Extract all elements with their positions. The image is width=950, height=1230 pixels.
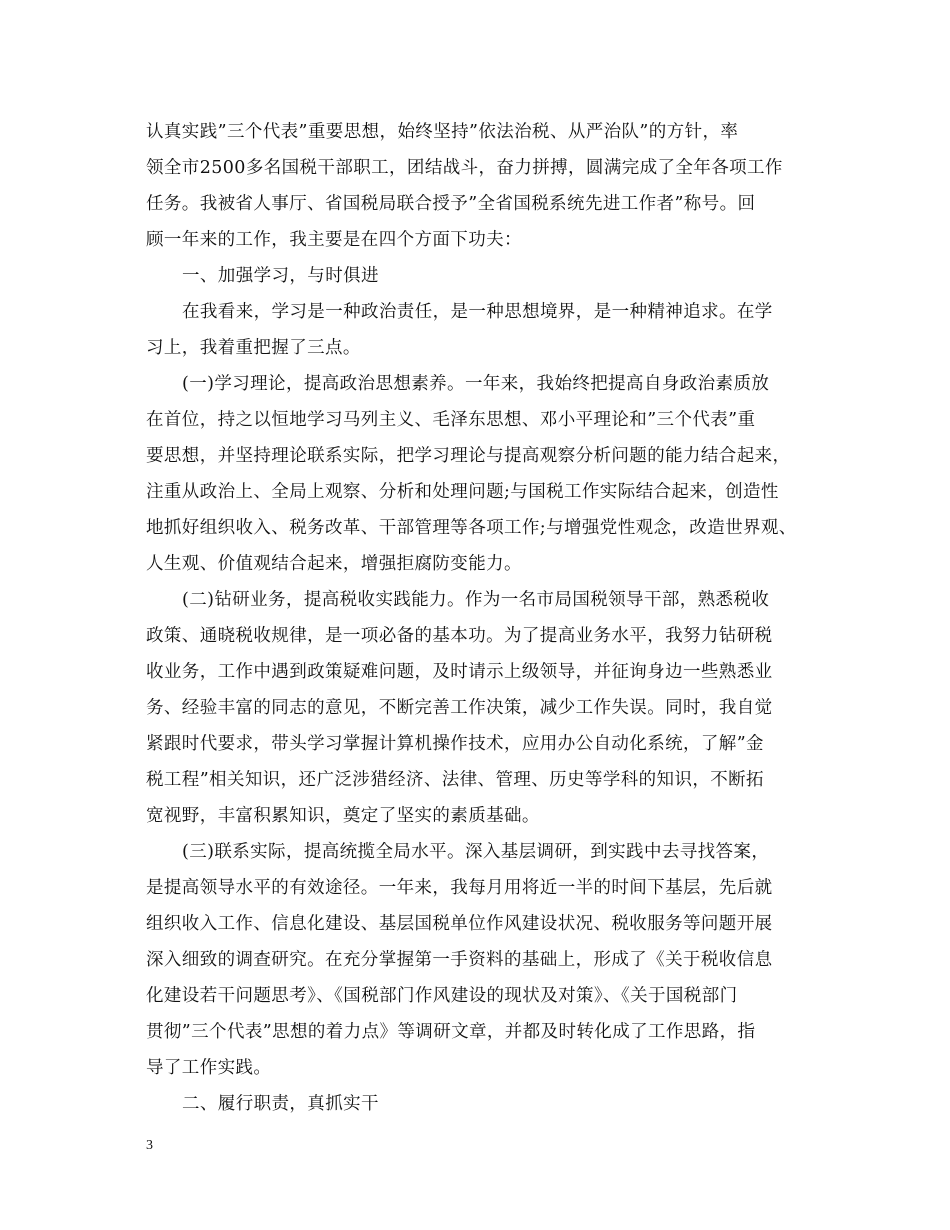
subsection-line: (一)学习理论，提高政治思想素养。一年来，我始终把提高自身政治素质放 <box>182 374 770 394</box>
text-line: 紧跟时代要求，带头学习掌握计算机操作技术，应用办公自动化系统，了解”金 <box>146 734 764 754</box>
text-line: 要思想，并坚持理论联系实际，把学习理论与提高观察分析问题的能力结合起来， <box>146 446 791 466</box>
text-line: 收业务，工作中遇到政策疑难问题，及时请示上级领导，并征询身边一些熟悉业 <box>146 662 773 682</box>
text-line: 地抓好组织收入、税务改革、干部管理等各项工作;与增强党性观念，改造世界观、 <box>146 518 797 538</box>
text-line: 导了工作实践。 <box>146 1058 272 1078</box>
text-line: 组织收入工作、信息化建设、基层国税单位作风建设状况、税收服务等问题开展 <box>146 914 773 934</box>
text-line: 在我看来，学习是一种政治责任，是一种思想境界，是一种精神追求。在学 <box>182 302 773 322</box>
text-line: 人生观、价值观结合起来，增强拒腐防变能力。 <box>146 554 522 574</box>
text-line: 化建设若干问题思考》、《国税部门作风建设的现状及对策》、《关于国税部门 <box>146 986 738 1006</box>
text-line: 在首位，持之以恒地学习马列主义、毛泽东思想、邓小平理论和”三个代表”重 <box>146 410 756 430</box>
text-line: 认真实践”三个代表”重要思想，始终坚持”依法治税、从严治队”的方针，率 <box>146 122 739 142</box>
text-line: 顾一年来的工作，我主要是在四个方面下功夫： <box>146 230 522 250</box>
text-line: 贯彻”三个代表”思想的着力点》等调研文章，并都及时转化成了工作思路，指 <box>146 1022 756 1042</box>
text-line: 领全市2500多名国税干部职工，团结战斗，奋力拼搏，圆满完成了全年各项工作 <box>146 158 783 178</box>
section-heading: 一、加强学习，与时俱进 <box>182 266 379 286</box>
text-line: 税工程”相关知识，还广泛涉猎经济、法律、管理、历史等学科的知识，不断拓 <box>146 770 764 790</box>
text-line: 任务。我被省人事厅、省国税局联合授予”全省国税系统先进工作者”称号。回 <box>146 194 756 214</box>
subsection-line: (二)钻研业务，提高税收实践能力。作为一名市局国税领导干部，熟悉税收 <box>182 590 770 610</box>
text-line: 深入细致的调查研究。在充分掌握第一手资料的基础上，形成了《关于税收信息 <box>146 950 773 970</box>
page-number: 3 <box>146 1138 153 1153</box>
subsection-line: (三)联系实际，提高统揽全局水平。深入基层调研，到实践中去寻找答案， <box>182 842 770 862</box>
section-heading: 二、履行职责，真抓实干 <box>182 1094 379 1114</box>
text-line: 习上，我着重把握了三点。 <box>146 338 361 358</box>
text-line: 务、经验丰富的同志的意见，不断完善工作决策，减少工作失误。同时，我自觉 <box>146 698 773 718</box>
text-line: 政策、通晓税收规律，是一项必备的基本功。为了提高业务水平，我努力钻研税 <box>146 626 773 646</box>
document-body <box>146 114 806 1122</box>
text-line: 宽视野，丰富积累知识，奠定了坚实的素质基础。 <box>146 806 540 826</box>
text-line: 注重从政治上、全局上观察、分析和处理问题;与国税工作实际结合起来，创造性 <box>146 482 779 502</box>
text-line: 是提高领导水平的有效途径。一年来，我每月用将近一半的时间下基层，先后就 <box>146 878 773 898</box>
